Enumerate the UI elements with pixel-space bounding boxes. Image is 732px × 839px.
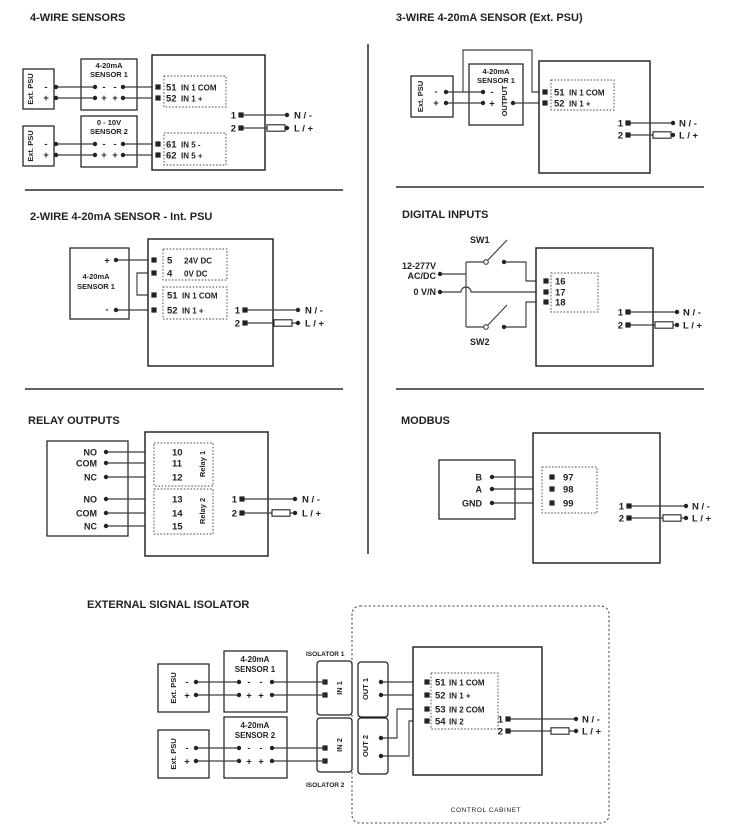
terminal-number: 52 bbox=[167, 305, 178, 317]
svg-text:1: 1 bbox=[230, 110, 236, 122]
terminal-label: IN 5 - bbox=[181, 140, 201, 150]
terminal-number: 51 bbox=[435, 677, 446, 689]
output-label: OUTPUT bbox=[500, 85, 509, 117]
device-box bbox=[148, 239, 273, 366]
sw2-pivot bbox=[484, 325, 489, 330]
section-title: DIGITAL INPUTS bbox=[402, 209, 489, 221]
svg-text:+: + bbox=[184, 756, 190, 768]
fuse-icon bbox=[653, 132, 671, 138]
neutral-label: N / - bbox=[294, 110, 312, 122]
terminal-label: IN 1 + bbox=[182, 306, 204, 316]
sw1-label: SW1 bbox=[470, 235, 490, 245]
svg-text:SENSOR 2: SENSOR 2 bbox=[234, 731, 276, 740]
out2-label: OUT 2 bbox=[361, 734, 370, 758]
sensor-1-box bbox=[81, 59, 137, 110]
svg-text:1: 1 bbox=[231, 494, 237, 506]
section-title: RELAY OUTPUTS bbox=[28, 415, 120, 427]
svg-text:+: + bbox=[101, 93, 107, 104]
svg-text:L / +: L / + bbox=[582, 726, 602, 738]
section-title: 4-WIRE SENSORS bbox=[30, 12, 126, 24]
terminal-label: IN 2 COM bbox=[449, 705, 485, 715]
svg-text:-: - bbox=[185, 677, 189, 688]
svg-text:N / -: N / - bbox=[683, 307, 701, 319]
diagram-4-wire-sensors bbox=[0, 0, 366, 195]
svg-text:-: - bbox=[102, 139, 106, 150]
svg-text:-: - bbox=[102, 82, 106, 93]
terminal-number: 51 bbox=[167, 290, 178, 302]
svg-text:SENSOR 1: SENSOR 1 bbox=[234, 665, 276, 674]
svg-text:-: - bbox=[113, 139, 117, 150]
terminal-label: IN 1 COM bbox=[569, 88, 605, 98]
svg-text:Ext. PSU: Ext. PSU bbox=[169, 738, 178, 770]
fuse-icon bbox=[551, 728, 569, 734]
terminal-label: IN 1 + bbox=[181, 94, 203, 104]
svg-text:-: - bbox=[44, 139, 48, 150]
out1-label: OUT 1 bbox=[361, 677, 370, 701]
svg-text:L / +: L / + bbox=[683, 320, 703, 332]
svg-text:+: + bbox=[246, 756, 252, 768]
ext-psu-2 bbox=[23, 126, 54, 166]
diagram-digital-inputs bbox=[366, 195, 732, 400]
svg-text:+: + bbox=[258, 690, 264, 702]
section-title: MODBUS bbox=[401, 415, 450, 427]
svg-text:+: + bbox=[101, 150, 107, 161]
svg-text:NC: NC bbox=[84, 472, 97, 483]
junction-dots bbox=[194, 677, 383, 763]
svg-text:4-20mA: 4-20mA bbox=[240, 721, 270, 730]
terminal-label: IN 1 + bbox=[449, 691, 471, 701]
svg-text:2: 2 bbox=[617, 320, 623, 332]
isolator1-label: ISOLATOR 1 bbox=[306, 651, 345, 658]
ext-psu bbox=[411, 76, 453, 117]
line-label: L / + bbox=[294, 123, 314, 135]
terminal-label: IN 1 COM bbox=[181, 83, 217, 93]
svg-text:Ext. PSU: Ext. PSU bbox=[169, 672, 178, 704]
svg-text:-: - bbox=[259, 677, 263, 688]
terminal-number: 53 bbox=[435, 704, 446, 716]
svg-text:A: A bbox=[475, 484, 482, 495]
terminal-number: 51 bbox=[554, 87, 565, 99]
terminal-number: 97 bbox=[563, 472, 574, 484]
terminal-number: 14 bbox=[172, 508, 183, 520]
svg-text:+: + bbox=[184, 690, 190, 702]
terminal-number: 99 bbox=[563, 498, 574, 510]
sensor-box bbox=[469, 64, 523, 125]
relay1-label: Relay 1 bbox=[198, 450, 207, 478]
svg-text:4-20mA: 4-20mA bbox=[482, 67, 510, 76]
svg-text:NO: NO bbox=[83, 494, 97, 505]
terminal-label: IN 1 COM bbox=[449, 678, 485, 688]
svg-text:1: 1 bbox=[618, 501, 624, 513]
control-cabinet-label: CONTROL CABINET bbox=[450, 807, 522, 814]
svg-text:L / +: L / + bbox=[692, 513, 712, 525]
terminal-label: IN 1 COM bbox=[182, 291, 218, 301]
contact-box bbox=[47, 441, 128, 536]
ext-psu-1 bbox=[23, 69, 54, 109]
svg-text:SENSOR 2: SENSOR 2 bbox=[90, 127, 128, 136]
diagram-relay-outputs bbox=[0, 400, 366, 585]
svg-text:2: 2 bbox=[234, 318, 240, 330]
device-box bbox=[536, 248, 653, 366]
svg-text:1: 1 bbox=[617, 118, 623, 130]
fuse-icon bbox=[272, 510, 290, 516]
terminal-number: 62 bbox=[166, 150, 177, 162]
terminal-number: 51 bbox=[166, 82, 177, 94]
relay2-label: Relay 2 bbox=[198, 497, 207, 525]
svg-text:-: - bbox=[105, 304, 109, 316]
device-box bbox=[152, 55, 265, 170]
svg-text:L / +: L / + bbox=[305, 318, 325, 330]
svg-text:+: + bbox=[489, 98, 495, 110]
svg-text:COM: COM bbox=[76, 508, 97, 519]
svg-text:2: 2 bbox=[231, 508, 237, 520]
psu-label: Ext. PSU bbox=[26, 130, 35, 162]
isolator-in-boxes bbox=[317, 661, 352, 772]
svg-text:+: + bbox=[246, 690, 252, 702]
ext-psu-2 bbox=[158, 730, 209, 778]
svg-text:L / +: L / + bbox=[302, 508, 322, 520]
svg-text:-: - bbox=[113, 82, 117, 93]
svg-text:N / -: N / - bbox=[692, 501, 710, 513]
sw2-label: SW2 bbox=[470, 337, 490, 347]
ext-psu-1 bbox=[158, 664, 209, 712]
supply-labels bbox=[402, 261, 437, 297]
terminal-label: IN 1 + bbox=[569, 99, 591, 109]
svg-text:-: - bbox=[185, 743, 189, 754]
fuse-icon bbox=[267, 125, 285, 131]
svg-text:-: - bbox=[259, 743, 263, 754]
terminal-number: 12 bbox=[172, 472, 183, 484]
terminal-number: 61 bbox=[166, 139, 177, 151]
isolator-out-boxes bbox=[358, 662, 388, 774]
section-title: EXTERNAL SIGNAL ISOLATOR bbox=[87, 599, 250, 611]
svg-text:+: + bbox=[112, 150, 118, 161]
device-box bbox=[145, 432, 268, 556]
in1-label: IN 1 bbox=[335, 681, 344, 695]
svg-text:L / +: L / + bbox=[679, 130, 699, 142]
svg-text:4-20mA: 4-20mA bbox=[95, 61, 123, 70]
diagram-external-signal-isolator bbox=[0, 585, 732, 839]
svg-text:B: B bbox=[475, 472, 482, 483]
terminal-number: 4 bbox=[167, 268, 173, 280]
svg-text:0 V/N: 0 V/N bbox=[413, 287, 436, 297]
terminal-number: 5 bbox=[167, 255, 173, 267]
svg-text:4-20mA: 4-20mA bbox=[240, 655, 270, 664]
svg-text:N / -: N / - bbox=[302, 494, 320, 506]
fuse-icon bbox=[663, 515, 681, 521]
svg-text:1: 1 bbox=[234, 305, 240, 317]
svg-text:+: + bbox=[112, 93, 118, 104]
device-box bbox=[539, 61, 650, 173]
isolator2-label: ISOLATOR 2 bbox=[306, 782, 345, 789]
svg-text:-: - bbox=[247, 743, 251, 754]
terminal-number: 11 bbox=[172, 458, 183, 470]
in2-label: IN 2 bbox=[335, 738, 344, 752]
svg-text:SENSOR 1: SENSOR 1 bbox=[477, 76, 515, 85]
switch-circuit bbox=[438, 235, 544, 347]
svg-text:NC: NC bbox=[84, 521, 97, 532]
svg-text:+: + bbox=[43, 150, 49, 161]
terminal-label: IN 2 bbox=[449, 717, 464, 727]
svg-text:N / -: N / - bbox=[305, 305, 323, 317]
svg-text:SENSOR 1: SENSOR 1 bbox=[90, 70, 128, 79]
terminal-label: IN 5 + bbox=[181, 151, 203, 161]
terminal-number: 13 bbox=[172, 494, 183, 506]
svg-text:2: 2 bbox=[618, 513, 624, 525]
minus-terminal: - bbox=[44, 82, 48, 93]
terminal-number: 10 bbox=[172, 447, 183, 459]
diagram-2-wire-sensor bbox=[0, 195, 366, 400]
terminal-number: 17 bbox=[555, 287, 566, 299]
terminal-number: 52 bbox=[435, 690, 446, 702]
terminal-label: 0V DC bbox=[184, 269, 208, 279]
svg-text:1: 1 bbox=[617, 307, 623, 319]
terminal-label: 24V DC bbox=[184, 256, 213, 266]
svg-text:2: 2 bbox=[617, 130, 623, 142]
svg-text:+: + bbox=[433, 98, 439, 109]
section-title: 3-WIRE 4-20mA SENSOR (Ext. PSU) bbox=[396, 12, 583, 24]
sensor-box bbox=[70, 248, 129, 319]
terminal-number: 15 bbox=[172, 521, 183, 533]
svg-text:-: - bbox=[434, 86, 438, 98]
terminal-number: 54 bbox=[435, 716, 446, 728]
fuse-icon bbox=[655, 322, 673, 328]
hop-wire bbox=[440, 287, 544, 292]
section-title: 2-WIRE 4-20mA SENSOR - Int. PSU bbox=[30, 211, 213, 223]
plus-terminal: + bbox=[43, 93, 49, 104]
device-box bbox=[413, 647, 542, 775]
terminal-number: 98 bbox=[563, 484, 574, 496]
svg-text:+: + bbox=[258, 756, 264, 768]
svg-text:Ext. PSU: Ext. PSU bbox=[416, 80, 425, 113]
device-box bbox=[533, 433, 660, 563]
svg-text:+: + bbox=[104, 255, 110, 267]
fuse-icon bbox=[274, 320, 292, 326]
sensor-2-box bbox=[81, 116, 137, 167]
svg-text:SENSOR 1: SENSOR 1 bbox=[77, 282, 115, 291]
terminal-number: 52 bbox=[554, 98, 565, 110]
terminal-number: 18 bbox=[555, 297, 566, 309]
diagram-3-wire-sensor bbox=[366, 0, 732, 195]
svg-text:0 - 10V: 0 - 10V bbox=[96, 118, 122, 127]
svg-text:COM: COM bbox=[76, 458, 97, 469]
sw1-pivot bbox=[484, 260, 489, 265]
svg-text:1: 1 bbox=[497, 714, 503, 726]
svg-text:-: - bbox=[490, 87, 494, 98]
svg-text:-: - bbox=[247, 677, 251, 688]
svg-text:12-277V: 12-277V bbox=[401, 261, 436, 271]
svg-text:2: 2 bbox=[497, 726, 503, 738]
svg-text:N / -: N / - bbox=[582, 714, 600, 726]
svg-text:GND: GND bbox=[462, 498, 482, 509]
svg-text:4-20mA: 4-20mA bbox=[82, 272, 110, 281]
svg-text:AC/DC: AC/DC bbox=[407, 271, 436, 281]
svg-text:N / -: N / - bbox=[679, 118, 697, 130]
svg-text:2: 2 bbox=[230, 123, 236, 135]
diagram-modbus bbox=[366, 400, 732, 585]
svg-text:NO: NO bbox=[83, 447, 97, 458]
psu-label: Ext. PSU bbox=[26, 73, 35, 105]
terminal-number: 52 bbox=[166, 93, 177, 105]
terminal-number: 16 bbox=[555, 276, 566, 288]
